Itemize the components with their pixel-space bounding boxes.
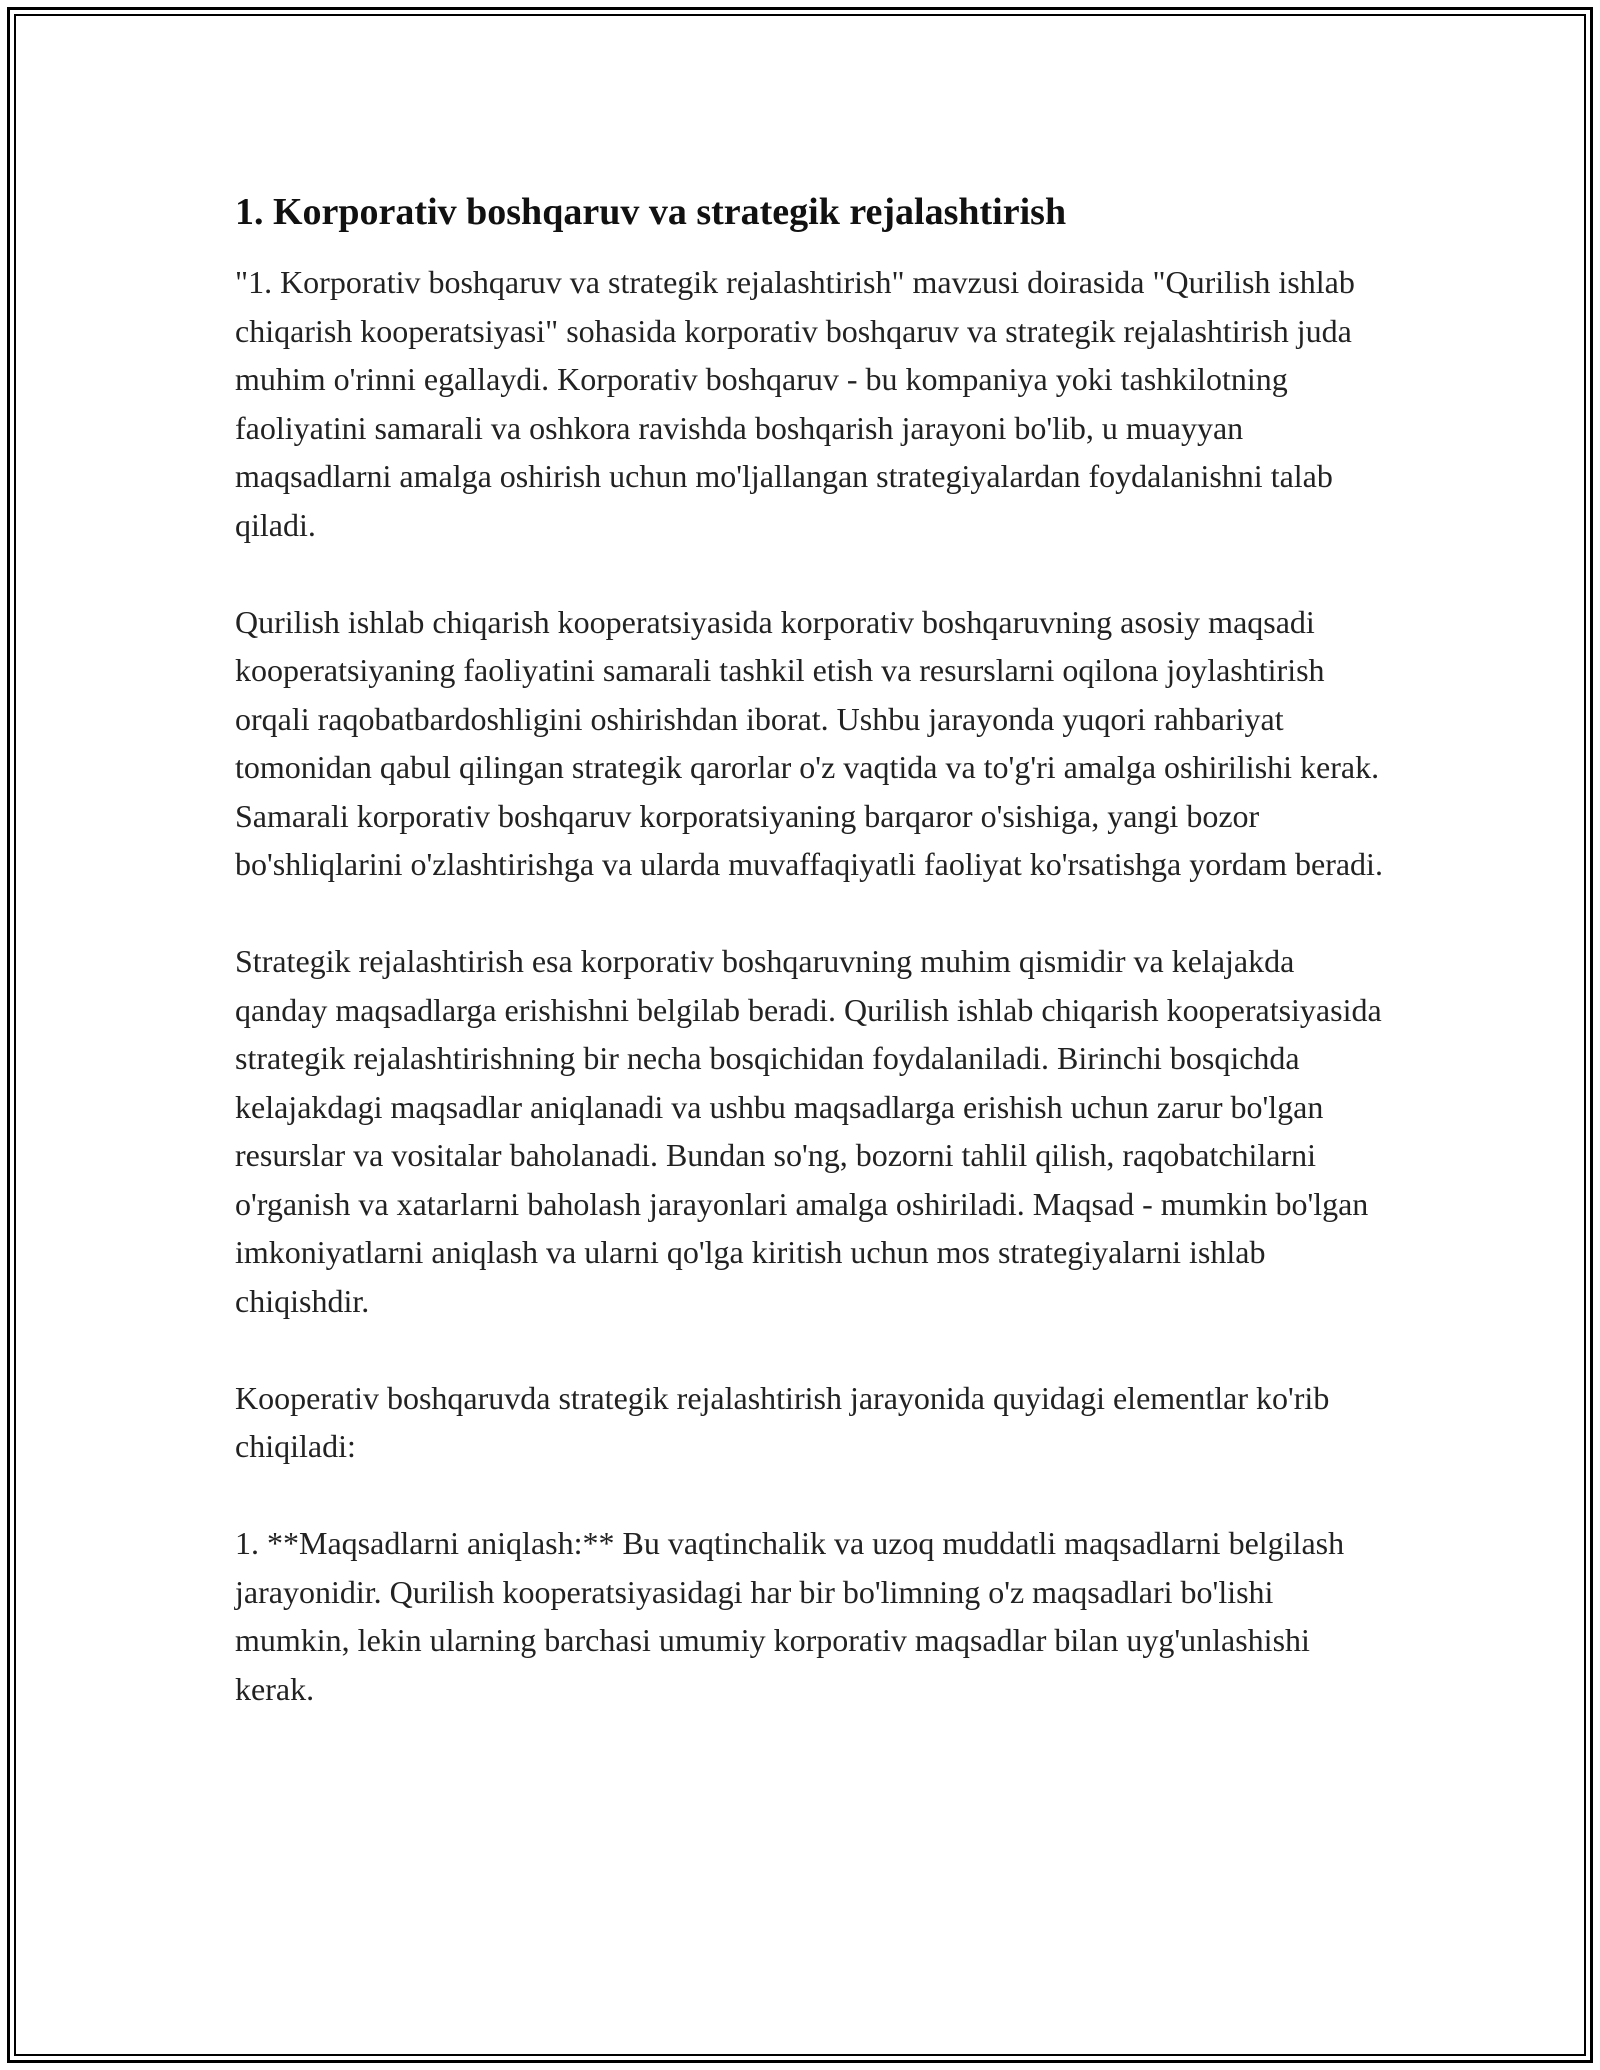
document-title: 1. Korporativ boshqaruv va strategik rejalashtirish bbox=[235, 191, 1067, 233]
paragraph-elements-intro: Kooperativ boshqaruvda strategik rejalashtirish jarayonida quyidagi elementlar ko'rib chiqiladi: bbox=[235, 1379, 1330, 1464]
paragraph-list-item-1: 1. **Maqsadlarni aniqlash:** Bu vaqtinchalik va uzoq muddatli maqsadlarni belgilash jarayonidir. Qurilish kooperatsiyasidagi har bir bo'limning o'z maqsadlari bo'lishi mumkin, lekin ularning barchasi umumiy korporativ maqsadlar bilan uyg'unlashishi kerak. bbox=[235, 1525, 1345, 1707]
paragraph-intro: "1. Korporativ boshqaruv va strategik rejalashtirish" mavzusi doirasida "Qurilish ishlab chiqarish kooperatsiyasi" sohasida korporativ boshqaruv va strategik rejalashtirish juda muhim o'rinni egallaydi. Korporativ boshqaruv - bu kompaniya yoki tashkilotning faoliyatini samarali va oshkora ravishda boshqarish jarayoni bo'lib, u muayyan maqsadlarni amalga oshirish uchun mo'ljallangan strategiyalardan foydalanishni talab qiladi. bbox=[235, 264, 1355, 543]
paragraph-corporate-governance: Qurilish ishlab chiqarish kooperatsiyasida korporativ boshqaruvning asosiy maqsadi kooperatsiyaning faoliyatini samarali tashkil etish va resurslarni oqilona joylashtirish orqali raqobatbardoshligini oshirishdan iborat. Ushbu jarayonda yuqori rahbariyat tomonidan qabul qilingan strategik qarorlar o'z vaqtida va to'g'ri amalga oshirilishi kerak. Samarali korporativ boshqaruv korporatsiyaning barqaror o'sishiga, yangi bozor bo'shliqlarini o'zlashtirishga va ularda muvaffaqiyatli faoliyat ko'rsatishga yordam beradi. bbox=[235, 603, 1383, 882]
paragraph-strategic-planning: Strategik rejalashtirish esa korporativ boshqaruvning muhim qismidir va kelajakda qanday maqsadlarga erishishni belgilab beradi. Qurilish ishlab chiqarish kooperatsiyasida strategik rejalashtirishning bir necha bosqichidan foydalaniladi. Birinchi bosqichda kelajakdagi maqsadlar aniqlanadi va ushbu maqsadlarga erishish uchun zarur bo'lgan resurslar va vositalar baholanadi. Bundan so'ng, bozorni tahlil qilish, raqobatchilarni o'rganish va xatarlarni baholash jarayonlari amalga oshiriladi. Maqsad - mumkin bo'lgan imkoniyatlarni aniqlash va ularni qo'lga kiritish uchun mos strategiyalarni ishlab chiqishdir. bbox=[235, 943, 1382, 1319]
document-body bbox=[235, 188, 1385, 1762]
